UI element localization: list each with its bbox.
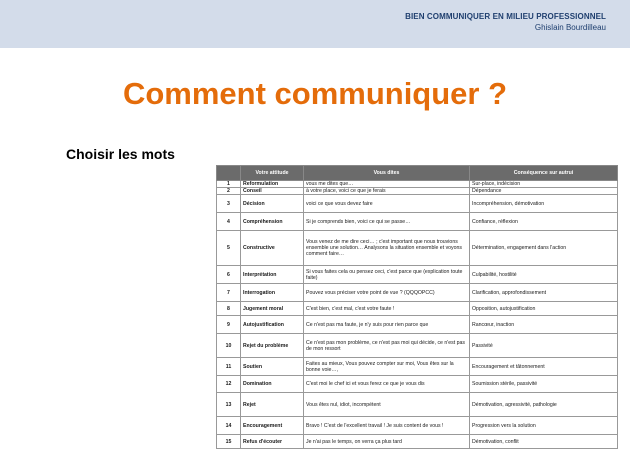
- header-band: [0, 0, 630, 48]
- row-says: Ce n'est pas ma faute, je n'y suis pour rien parce que: [304, 316, 470, 334]
- header-attitude: Votre attitude: [241, 166, 304, 181]
- row-attitude: Compréhension: [241, 213, 304, 231]
- row-says: Faites au mieux, Vous pouvez compter sur moi, Vous êtes sur la bonne voie…,: [304, 358, 470, 376]
- table-row: [217, 266, 618, 284]
- table-row: [217, 376, 618, 393]
- row-says: Je n'ai pas le temps, on verra ça plus tard: [304, 435, 470, 449]
- table-row: [217, 358, 618, 376]
- row-attitude: Jugement moral: [241, 302, 304, 316]
- row-consequence: Démotivation, conflit: [470, 435, 618, 449]
- row-consequence: Confiance, réflexion: [470, 213, 618, 231]
- row-says: Pouvez vous préciser votre point de vue ? (QQQOPCC): [304, 284, 470, 302]
- row-attitude: Interprétation: [241, 266, 304, 284]
- row-says: C'est bien, c'est mal, c'est votre faute !: [304, 302, 470, 316]
- row-says: Si vous faites cela ou pensez ceci, c'est parce que (explication toute faite): [304, 266, 470, 284]
- row-says: Vous venez de me dire ceci… ; c'est important que nous trouvions ensemble une solution… Analysons la situation ensemble et voyons comment faire…: [304, 231, 470, 266]
- table-row: [217, 231, 618, 266]
- row-says: Bravo ! C'est de l'excellent travail ! Je suis content de vous !: [304, 417, 470, 435]
- table-row: [217, 435, 618, 449]
- table-row: [217, 417, 618, 435]
- row-consequence: Opposition, autojustification: [470, 302, 618, 316]
- header-says: Vous dites: [304, 166, 470, 181]
- slide-subtitle: Choisir les mots: [66, 146, 175, 162]
- row-consequence: Soumission stérile, passivité: [470, 376, 618, 393]
- row-attitude: Domination: [241, 376, 304, 393]
- row-consequence: Détermination, engagement dans l'action: [470, 231, 618, 266]
- row-number: 11: [217, 358, 241, 376]
- row-consequence: Encouragement et tâtonnement: [470, 358, 618, 376]
- row-says: Si je comprends bien, voici ce qui se passe…: [304, 213, 470, 231]
- table-row: [217, 195, 618, 213]
- row-attitude: Reformulation: [241, 181, 304, 188]
- row-attitude: Décision: [241, 195, 304, 213]
- header-consequence: Conséquence sur autrui: [470, 166, 618, 181]
- table-row: [217, 188, 618, 195]
- row-number: 6: [217, 266, 241, 284]
- row-number: 3: [217, 195, 241, 213]
- row-number: 13: [217, 393, 241, 417]
- table-row: [217, 181, 618, 188]
- table-header-row: [217, 166, 618, 181]
- row-consequence: Passivité: [470, 334, 618, 358]
- table-row: [217, 284, 618, 302]
- row-number: 4: [217, 213, 241, 231]
- table-row: [217, 316, 618, 334]
- row-number: 12: [217, 376, 241, 393]
- header-author: Ghislain Bourdilleau: [534, 23, 606, 32]
- table-row: [217, 302, 618, 316]
- attitude-table: [216, 165, 618, 449]
- row-consequence: Démotivation, agressivité, pathologie: [470, 393, 618, 417]
- row-attitude: Interrogation: [241, 284, 304, 302]
- row-attitude: Conseil: [241, 188, 304, 195]
- row-consequence: Dépendance: [470, 188, 618, 195]
- row-number: 8: [217, 302, 241, 316]
- row-number: 14: [217, 417, 241, 435]
- table-row: [217, 334, 618, 358]
- row-attitude: Soutien: [241, 358, 304, 376]
- row-number: 10: [217, 334, 241, 358]
- row-attitude: Rejet du problème: [241, 334, 304, 358]
- table-row: [217, 213, 618, 231]
- row-consequence: Culpabilité, hostilité: [470, 266, 618, 284]
- row-consequence: Progression vers la solution: [470, 417, 618, 435]
- row-number: 15: [217, 435, 241, 449]
- row-consequence: Incompréhension, démotivation: [470, 195, 618, 213]
- row-attitude: Rejet: [241, 393, 304, 417]
- row-attitude: Refus d'écouter: [241, 435, 304, 449]
- table-row: [217, 393, 618, 417]
- header-title: BIEN COMMUNIQUER EN MILIEU PROFESSIONNEL: [405, 12, 606, 21]
- row-number: 5: [217, 231, 241, 266]
- row-consequence: Sur-place, indécision: [470, 181, 618, 188]
- row-says: Ce n'est pas mon problème, ce n'est pas moi qui décide, ce n'est pas de mon ressort: [304, 334, 470, 358]
- row-says: vous me dites que…: [304, 181, 470, 188]
- row-says: C'est moi le chef ici et vous ferez ce que je vous dis: [304, 376, 470, 393]
- row-consequence: Clarification, approfondissement: [470, 284, 618, 302]
- row-number: 1: [217, 181, 241, 188]
- row-attitude: Encouragement: [241, 417, 304, 435]
- row-says: voici ce que vous devez faire: [304, 195, 470, 213]
- row-attitude: Autojustification: [241, 316, 304, 334]
- slide-title: Comment communiquer ?: [122, 76, 508, 111]
- row-consequence: Rancœur, inaction: [470, 316, 618, 334]
- row-number: 2: [217, 188, 241, 195]
- row-number: 9: [217, 316, 241, 334]
- row-says: Vous êtes nul, idiot, incompétent: [304, 393, 470, 417]
- row-number: 7: [217, 284, 241, 302]
- row-says: à votre place, voici ce que je ferais: [304, 188, 470, 195]
- header-num: [217, 166, 241, 181]
- row-attitude: Constructive: [241, 231, 304, 266]
